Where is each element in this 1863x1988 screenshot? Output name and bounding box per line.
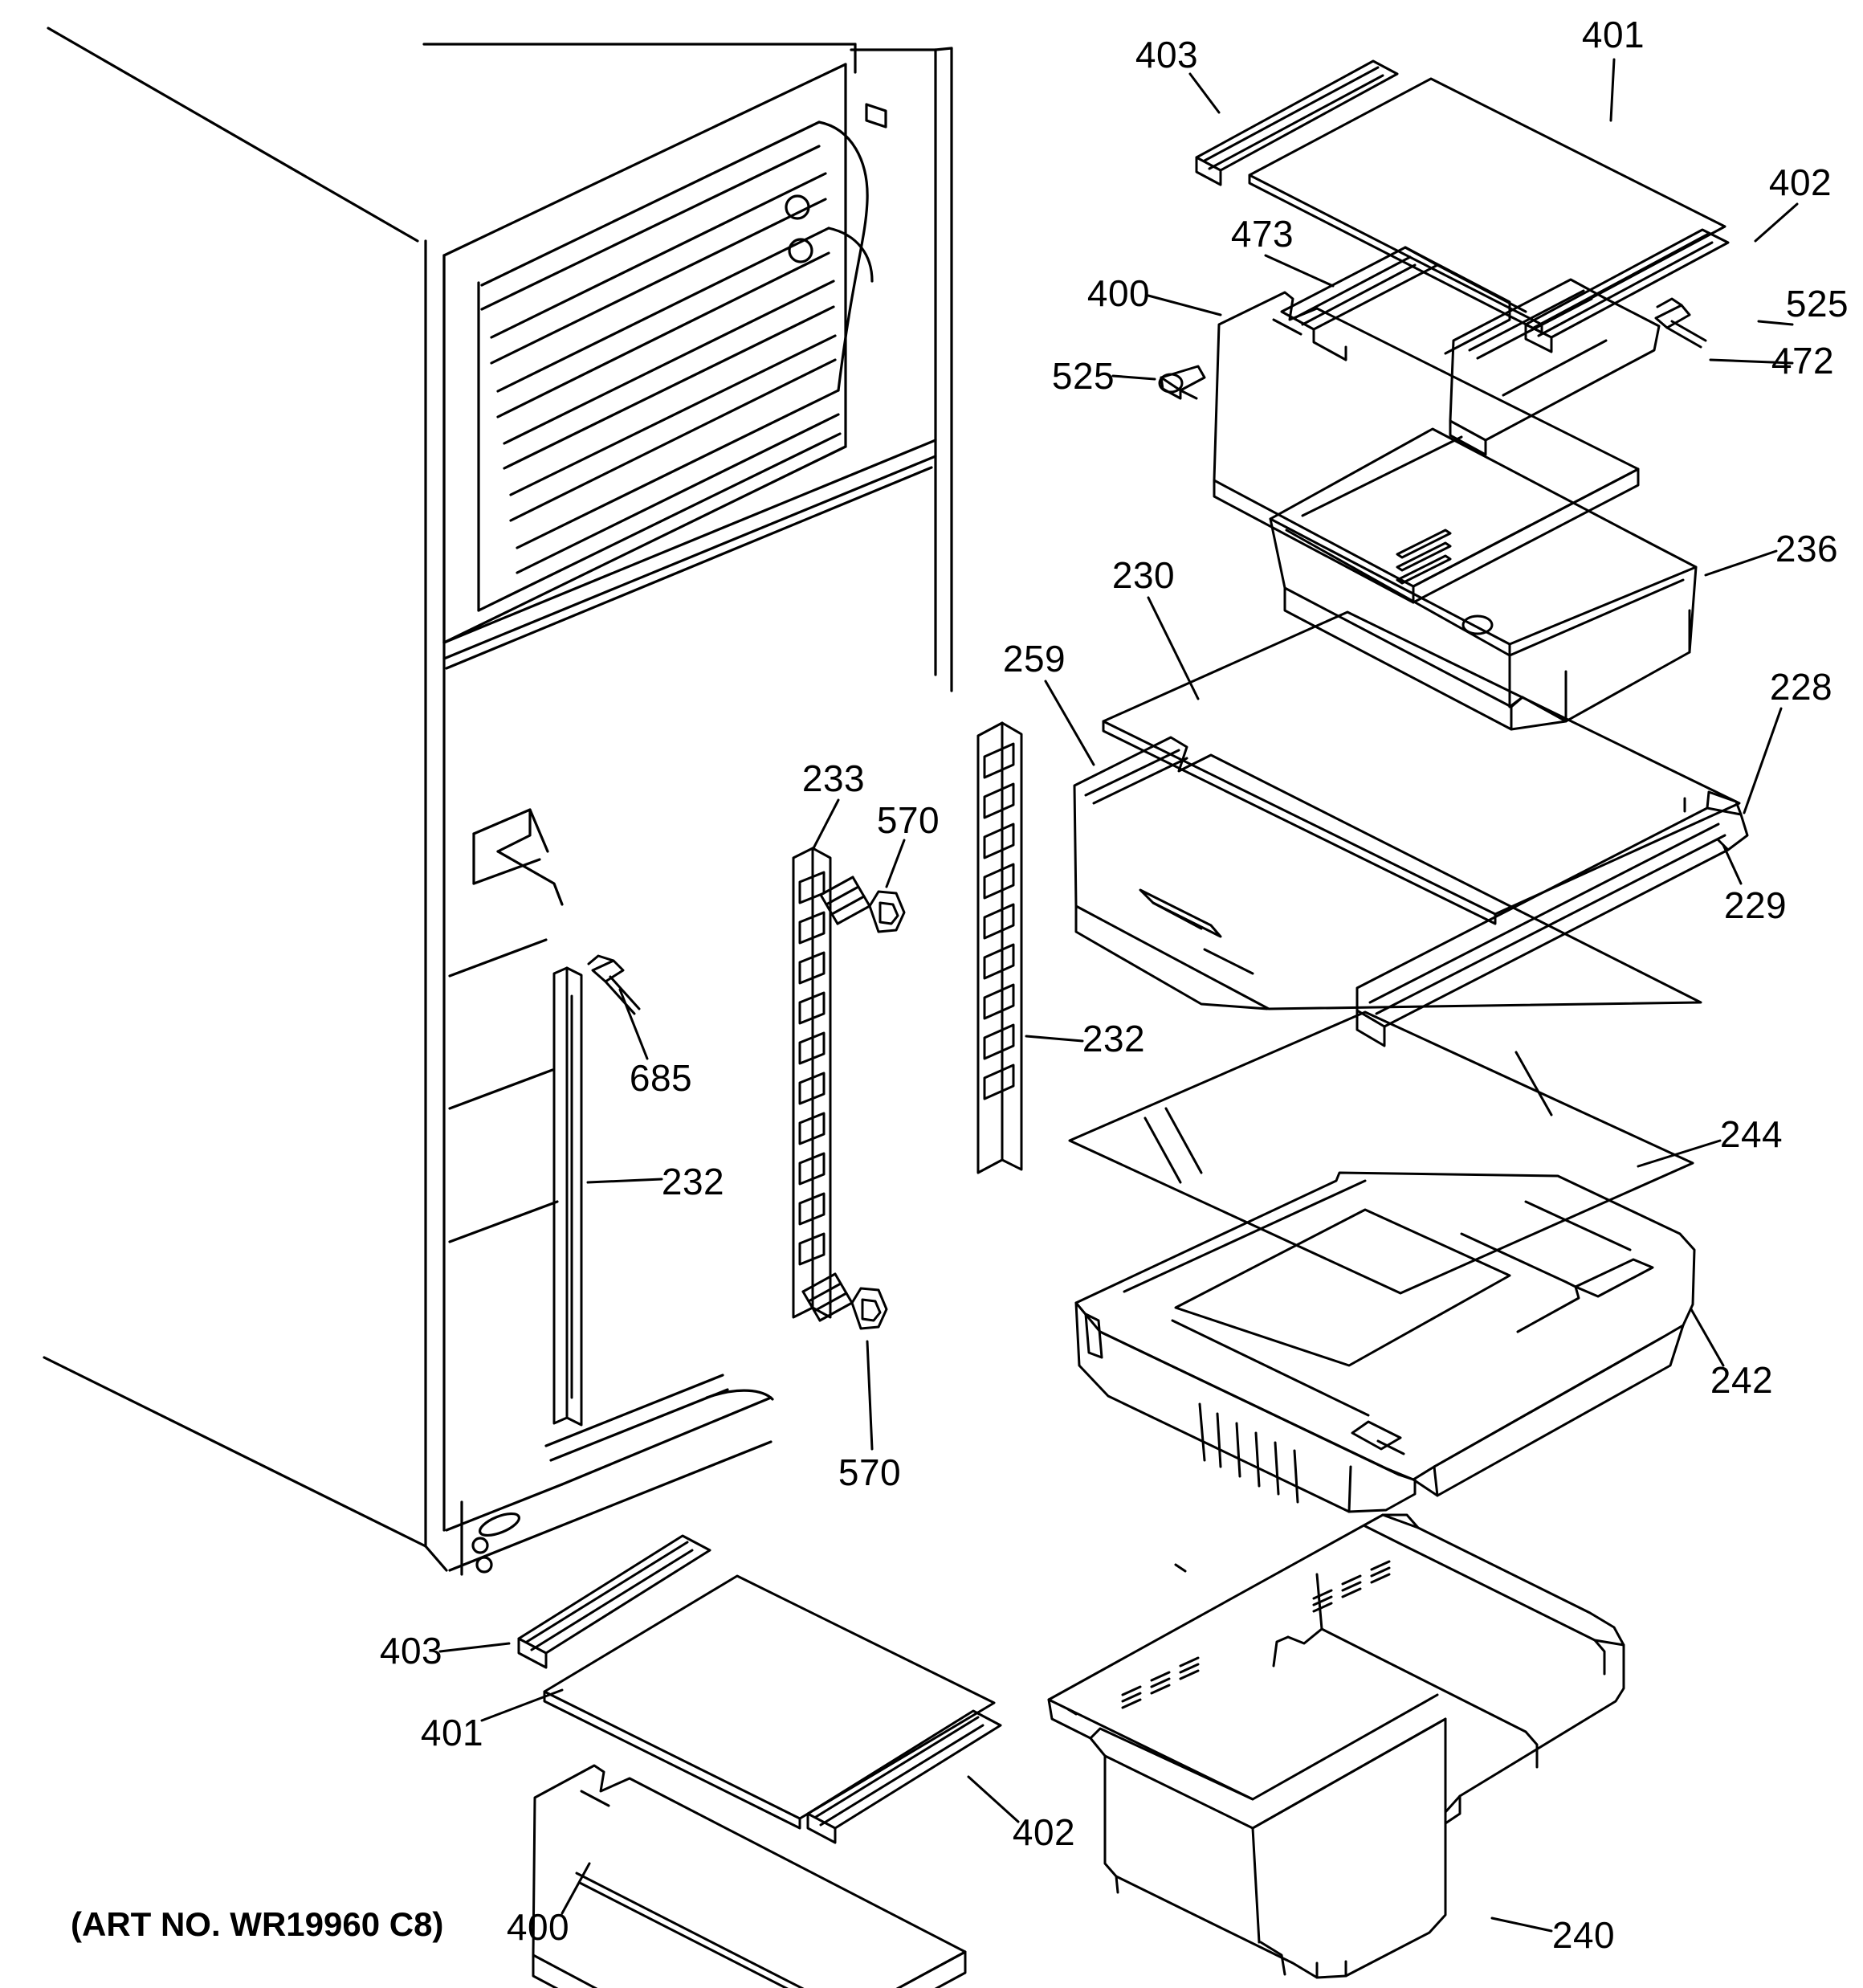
callout-401-top: 401 [1581, 14, 1645, 55]
callout-232-left: 232 [661, 1161, 725, 1202]
shelf-trim-403-bottom [519, 1536, 710, 1668]
crisper-pan-236 [1270, 429, 1696, 729]
callout-403-top: 403 [1135, 34, 1199, 76]
callout-401-bottom: 401 [420, 1712, 484, 1753]
callout-242: 242 [1710, 1359, 1774, 1401]
callout-570-upper: 570 [876, 799, 940, 841]
callout-472: 472 [1771, 340, 1835, 382]
callout-230: 230 [1111, 554, 1176, 596]
screw-570-lower [803, 1274, 887, 1329]
art-number-label: (ART NO. WR19960 C8) [71, 1905, 444, 1943]
shelf-support-rail-232-center [978, 723, 1021, 1173]
crisper-bins-240 [1049, 1515, 1624, 1978]
callout-525-right: 525 [1785, 283, 1849, 325]
callout-232-center: 232 [1082, 1018, 1146, 1059]
glass-cover-244 [1070, 1012, 1693, 1293]
shelf-trim-402-top [1526, 230, 1728, 352]
callout-473: 473 [1230, 213, 1294, 255]
callout-400-bottom: 400 [506, 1906, 570, 1948]
cabinet-liner [44, 28, 952, 1574]
shelf-support-rail-232-left [554, 968, 581, 1425]
callout-228: 228 [1769, 666, 1833, 708]
shelf-ladder-rail-233 [793, 848, 830, 1317]
leader-lines [440, 59, 1797, 1931]
callout-233: 233 [801, 757, 866, 799]
callout-402-bottom: 402 [1012, 1811, 1076, 1853]
shelf-trim-403-top [1196, 61, 1397, 185]
callout-400-top: 400 [1086, 272, 1151, 314]
callout-236: 236 [1775, 528, 1839, 569]
screw-570-upper [821, 877, 904, 932]
shelf-trim-402-bottom [808, 1711, 1001, 1843]
callout-685: 685 [629, 1057, 693, 1099]
screw-685 [589, 956, 639, 1014]
screw-525-right [1656, 299, 1706, 347]
drawer-242 [1076, 1173, 1694, 1512]
shelf-glass-401-bottom [544, 1576, 994, 1828]
callout-403-bottom: 403 [379, 1630, 443, 1672]
callout-240: 240 [1551, 1914, 1616, 1956]
shelf-frame-400-bottom [533, 1766, 965, 1988]
callout-525-left: 525 [1051, 355, 1115, 397]
callout-229: 229 [1723, 884, 1788, 926]
callout-402-top: 402 [1768, 161, 1832, 203]
callout-244: 244 [1719, 1113, 1784, 1155]
rail-473 [1282, 247, 1526, 360]
screw-525-left [1160, 366, 1205, 398]
callout-570-lower: 570 [838, 1451, 902, 1493]
shelf-frame-259 [1074, 737, 1701, 1009]
callout-259: 259 [1002, 638, 1066, 680]
